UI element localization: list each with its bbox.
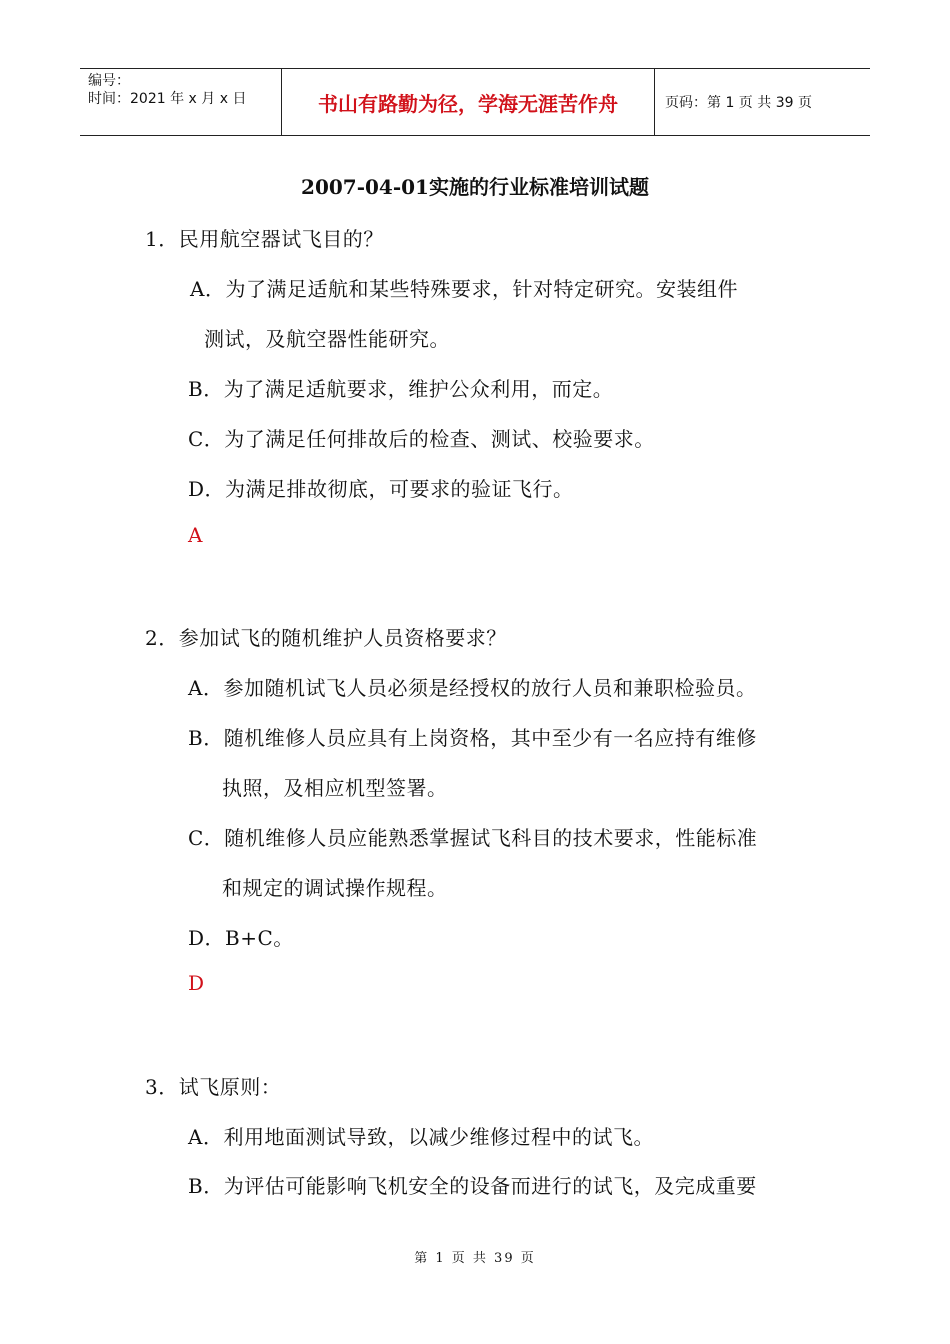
question-1-answer: A <box>188 523 203 547</box>
header-meta <box>80 69 282 135</box>
question-3-stem: 3．试飞原则： <box>145 1075 282 1099</box>
page-header <box>80 68 870 136</box>
document-title: 2007-04-01实施的行业标准培训试题 <box>301 175 649 199</box>
number-label: 编号： <box>88 73 130 89</box>
question-2-stem: 2．参加试飞的随机维护人员资格要求？ <box>145 626 507 650</box>
question-3-option-b: B．为评估可能影响飞机安全的设备而进行的试飞，及完成重要 <box>188 1174 757 1198</box>
question-1-option-d: D．为满足排故彻底，可要求的验证飞行。 <box>188 477 574 501</box>
question-2-option-c: C．随机维修人员应能熟悉掌握试飞科目的技术要求，性能标准 <box>188 826 758 850</box>
header-motto: 书山有路勤为径，学海无涯苦作舟 <box>282 69 655 135</box>
question-2-answer: D <box>188 971 205 995</box>
question-1-option-c: C．为了满足任何排故后的检查、测试、校验要求。 <box>188 427 655 451</box>
question-2-option-d: D．B+C。 <box>188 926 294 950</box>
question-2-option-a: A．参加随机试飞人员必须是经授权的放行人员和兼职检验员。 <box>188 676 757 700</box>
question-1-option-a-cont: 测试，及航空器性能研究。 <box>204 327 450 351</box>
question-1-stem: 1．民用航空器试飞目的？ <box>145 227 384 251</box>
question-3-option-a: A．利用地面测试导致，以减少维修过程中的试飞。 <box>188 1125 654 1149</box>
question-2-option-c-cont: 和规定的调试操作规程。 <box>222 876 448 900</box>
question-1-option-b: B．为了满足适航要求，维护公众利用，而定。 <box>188 377 614 401</box>
page-footer: 第 1 页 共 39 页 <box>414 1251 536 1266</box>
question-2-option-b-cont: 执照，及相应机型签署。 <box>222 776 448 800</box>
time-label: 时间：2021 年 x 月 x 日 <box>88 91 247 107</box>
header-page-info: 页码：第 1 页 共 39 页 <box>665 95 812 111</box>
question-1-option-a: A．为了满足适航和某些特殊要求，针对特定研究。安装组件 <box>190 277 738 301</box>
question-2-option-b: B．随机维修人员应具有上岗资格，其中至少有一名应持有维修 <box>188 726 757 750</box>
